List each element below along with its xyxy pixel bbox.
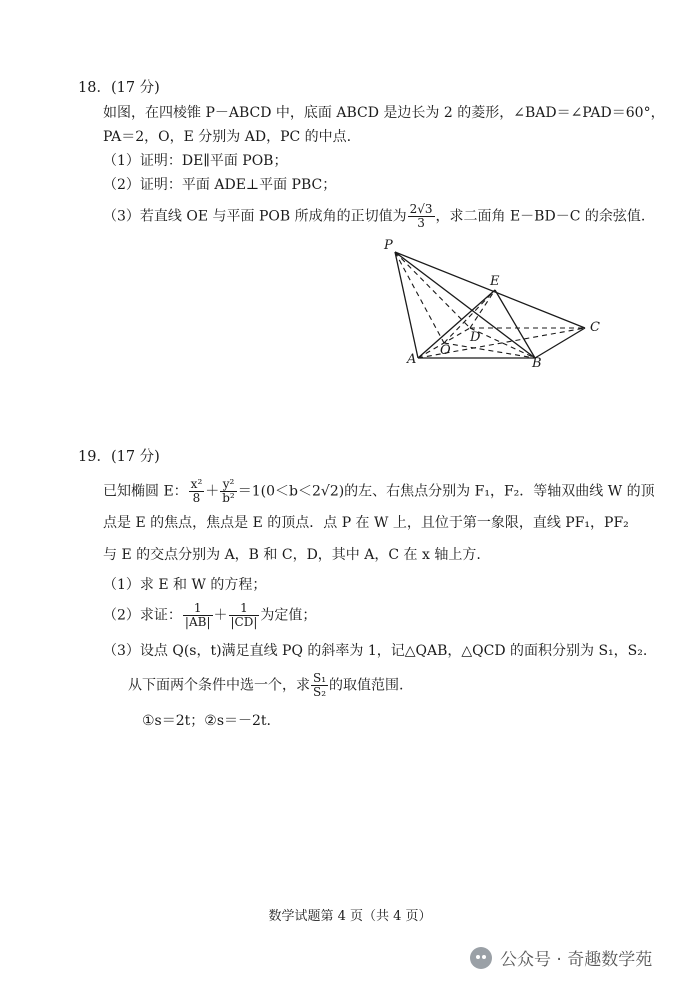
q19-part3-frac-den: S₂ (313, 685, 327, 699)
q19-part2-frac-cd (229, 602, 260, 629)
q19-header: 19．(17 分) (78, 449, 160, 465)
edge-PC (395, 252, 585, 328)
q19-line2: 点是 E 的焦点，焦点是 E 的顶点．点 P 在 W 上，且位于第一象限，直线 PF₁，PF₂ (103, 515, 629, 531)
wechat-icon (470, 947, 492, 969)
label-P: P (384, 238, 393, 253)
q19-conditions: ①s＝2t；②s＝－2t. (142, 713, 271, 729)
q19-frac-cd-den: |CD| (230, 615, 258, 629)
q19-part2-plus: ＋ (213, 607, 228, 624)
q19-part2-frac-ab (183, 602, 213, 629)
q19-line1-plus: ＋ (205, 483, 220, 500)
label-D: D (470, 330, 481, 345)
watermark-text: 公众号 · 奇趣数学苑 (500, 950, 653, 970)
q19-line1-text-a: 已知椭圆 E： (103, 483, 188, 500)
q18-header: 18．(17 分) (78, 80, 160, 96)
q18-part2: （2）证明：平面 ADE⊥平面 PBC； (103, 177, 337, 193)
q19-line3: 与 E 的交点分别为 A，B 和 C，D，其中 A，C 在 x 轴上方. (103, 547, 481, 563)
q18-part1: （1）证明：DE∥平面 POB； (103, 153, 288, 169)
q19-part3-text-b: 的取值范围. (329, 677, 404, 694)
edge-PD (395, 252, 470, 328)
q19-part3-line2 (128, 672, 403, 699)
q19-part1: （1）求 E 和 W 的方程； (103, 577, 267, 593)
q19-part3-text-a: 从下面两个条件中选一个，求 (128, 677, 310, 694)
edge-AE (418, 290, 495, 358)
q18-intro-line1: 如图，在四棱锥 P－ABCD 中，底面 ABCD 是边长为 2 的菱形，∠BAD＝∠PAD＝60°， (103, 105, 665, 121)
q19-part2-text-a: （2）求证： (103, 607, 182, 624)
q19-part3: （3）设点 Q(s，t)满足直线 PQ 的斜率为 1，记△QAB，△QCD 的面积分别为 S₁，S₂. (103, 643, 648, 659)
label-C: C (590, 320, 600, 335)
label-E: E (490, 274, 500, 289)
q19-part2 (103, 602, 316, 629)
label-A: A (407, 352, 417, 367)
q19-part2-text-b: 为定值； (260, 607, 317, 624)
q19-frac-y-num: y² (220, 478, 237, 492)
q18-intro-line2: PA＝2，O，E 分别为 AD，PC 的中点. (103, 129, 352, 145)
q18-part3-text-a: （3）若直线 OE 与平面 POB 所成角的正切值为 (103, 208, 407, 225)
label-O: O (440, 343, 451, 358)
q19-frac-x-den: 8 (192, 491, 201, 505)
pyramid-diagram (390, 240, 630, 380)
q19-ellipse-frac-x (189, 478, 205, 505)
q19-part3-fraction (311, 672, 328, 699)
q18-part3-fraction (408, 203, 435, 230)
edge-PB (395, 252, 535, 358)
page-footer: 数学试题第 4 页（共 4 页） (268, 909, 432, 924)
label-B: B (532, 356, 542, 371)
q19-frac-ab-num: 1 (183, 602, 213, 616)
edge-PA (395, 252, 418, 358)
q19-frac-x-num: x² (190, 477, 203, 491)
q18-part3-text-b: ，求二面角 E－BD－C 的余弦值. (435, 208, 646, 225)
q19-frac-ab-den: |AB| (184, 615, 211, 629)
q19-frac-y-den: b² (222, 491, 235, 505)
q19-ellipse-frac-y (220, 478, 237, 505)
q19-line1 (103, 478, 655, 505)
q19-part3-frac-num: S₁ (313, 671, 327, 685)
pyramid-figure (384, 238, 630, 380)
watermark (470, 945, 652, 970)
q18-part3-frac-num: 2√3 (409, 202, 433, 216)
q19-line1-text-b: ＝1(0＜b＜2√2)的左、右焦点分别为 F₁，F₂．等轴双曲线 W 的顶 (237, 483, 655, 500)
q18-part3-frac-den: 3 (417, 216, 425, 230)
edge-PO (395, 252, 444, 343)
q19-frac-cd-num: 1 (229, 602, 260, 616)
q18-part3 (103, 203, 645, 230)
